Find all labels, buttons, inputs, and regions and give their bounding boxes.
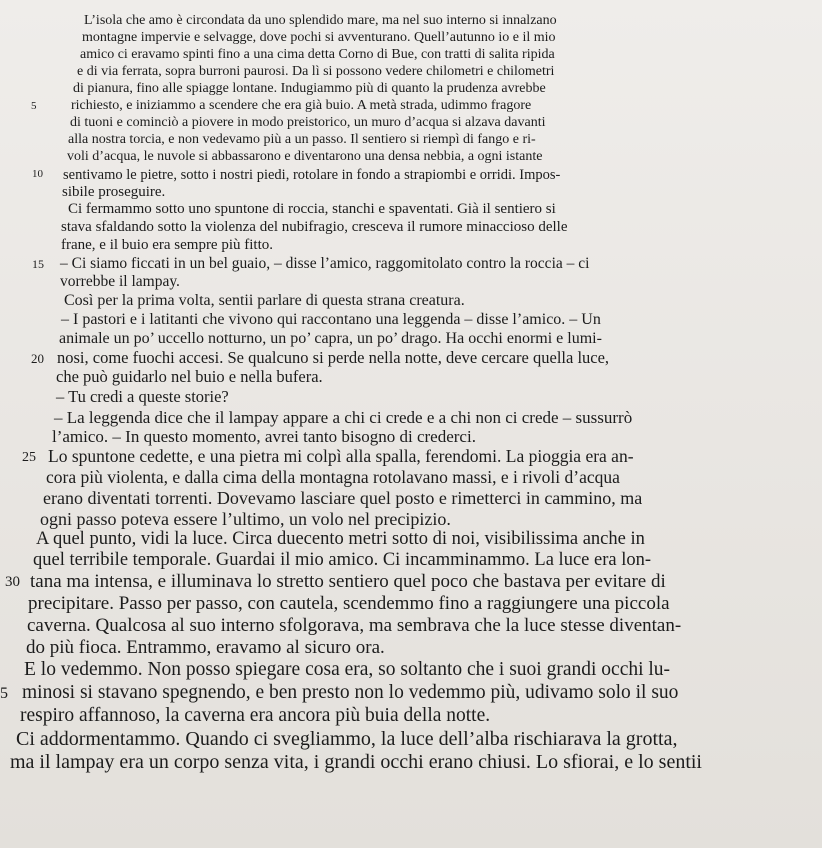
text-line: – I pastori e i latitanti che vivono qui raccontano una leggenda – disse l’amico. – Un bbox=[61, 311, 601, 328]
text-line: – Tu credi a queste storie? bbox=[56, 387, 229, 406]
text-line: caverna. Qualcosa al suo interno sfolgorava, ma sembrava che la luce stesse diventan- bbox=[27, 615, 682, 636]
text-line: quel terribile temporale. Guardai il mio amico. Ci incamminammo. La luce era lon- bbox=[33, 550, 651, 570]
text-line: animale un po’ uccello notturno, un po’ capra, un po’ drago. Ha occhi enormi e lumi- bbox=[59, 330, 602, 347]
text-line: ma il lampay era un corpo senza vita, i grandi occhi erano chiusi. Lo sfiorai, e lo sentii bbox=[10, 751, 702, 773]
text-line: richiesto, e iniziammo a scendere che era già buio. A metà strada, udimmo fragore bbox=[71, 98, 532, 113]
text-line: amico ci eravamo spinti fino a una cima detta Corno di Bue, con tratti di salita ripida bbox=[80, 47, 555, 62]
text-line: di pianura, fino alle spiagge lontane. Indugiammo più di quanto la prudenza avrebbe bbox=[73, 81, 546, 96]
text-line: precipitare. Passo per passo, con cautela, scendemmo fino a raggiungere una piccola bbox=[28, 593, 670, 614]
line-number-35: 5 bbox=[0, 685, 8, 702]
text-line: tana ma intensa, e illuminava lo stretto sentiero quel poco che bastava per evitare di bbox=[30, 571, 666, 592]
text-line: do più fioca. Entrammo, eravamo al sicuro ora. bbox=[26, 637, 385, 658]
text-line: A quel punto, vidi la luce. Circa duecento metri sotto di noi, visibilissima anche in bbox=[36, 529, 645, 549]
text-line: voli d’acqua, le nuvole si abbassarono e diventarono una densa nebbia, a ogni istante bbox=[67, 149, 543, 164]
line-number-25: 25 bbox=[22, 450, 36, 465]
text-line: Lo spuntone cedette, e una pietra mi colpì alla spalla, ferendomi. La pioggia era an- bbox=[48, 446, 634, 466]
text-line: l’amico. – In questo momento, avrei tanto bisogno di crederci. bbox=[52, 427, 476, 446]
text-line: alla nostra torcia, e non vedevamo più a un passo. Il sentiero si riempì di fango e ri- bbox=[68, 132, 536, 147]
text-line: Così per la prima volta, sentii parlare di questa strana creatura. bbox=[64, 292, 465, 309]
text-line: sibile proseguire. bbox=[62, 184, 166, 200]
text-line: ogni passo poteva essere l’ultimo, un volo nel precipizio. bbox=[40, 509, 451, 529]
text-line: e di via ferrata, sopra burroni paurosi. Da lì si possono vedere chilometri e chilometri bbox=[77, 64, 555, 79]
text-line: montagne impervie e selvagge, dove pochi si avventurano. Quell’autunno io e il mio bbox=[82, 30, 556, 45]
text-line: stava sfaldando sotto la violenza del nubifragio, cresceva il rumore minaccioso delle bbox=[61, 219, 568, 235]
text-line: – Ci siamo ficcati in un bel guaio, – disse l’amico, raggomitolato contro la roccia – ci bbox=[60, 255, 590, 272]
text-line: E lo vedemmo. Non posso spiegare cosa era, so soltanto che i suoi grandi occhi lu- bbox=[24, 659, 671, 680]
text-line: sentivamo le pietre, sotto i nostri piedi, rotolare in fondo a strapiombi e orridi. Impos- bbox=[63, 167, 561, 183]
line-number-5: 5 bbox=[31, 100, 37, 112]
line-number-10: 10 bbox=[32, 168, 43, 180]
text-line: Ci fermammo sotto uno spuntone di roccia, stanchi e spaventati. Già il sentiero si bbox=[68, 201, 556, 217]
text-line: minosi si stavano spegnendo, e ben presto non lo vedemmo più, udivamo solo il suo bbox=[22, 682, 679, 703]
line-number-20: 20 bbox=[31, 351, 44, 366]
text-line: erano diventati torrenti. Dovevamo lasciare quel posto e rimetterci in cammino, ma bbox=[43, 488, 643, 508]
text-line: vorrebbe il lampay. bbox=[60, 273, 180, 290]
line-number-30: 30 bbox=[5, 574, 20, 590]
line-number-15: 15 bbox=[32, 257, 44, 271]
text-line: Ci addormentammo. Quando ci svegliammo, la luce dell’alba rischiarava la grotta, bbox=[16, 728, 678, 750]
text-line: nosi, come fuochi accesi. Se qualcuno si perde nella notte, deve cercare quella luce, bbox=[57, 348, 610, 367]
text-line: L’isola che amo è circondata da uno splendido mare, ma nel suo interno si innalzano bbox=[84, 13, 557, 28]
text-line: frane, e il buio era sempre più fitto. bbox=[61, 237, 274, 253]
text-line: respiro affannoso, la caverna era ancora più buia della notte. bbox=[20, 705, 491, 726]
text-line: che può guidarlo nel buio e nella bufera. bbox=[56, 367, 323, 386]
text-line: di tuoni e cominciò a piovere in modo preistorico, un muro d’acqua si alzava davanti bbox=[70, 115, 546, 130]
text-line: – La leggenda dice che il lampay appare a chi ci crede e a chi non ci crede – sussurrò bbox=[54, 408, 633, 427]
text-line: cora più violenta, e dalla cima della montagna rotolavano massi, e i rivoli d’acqua bbox=[46, 467, 620, 487]
